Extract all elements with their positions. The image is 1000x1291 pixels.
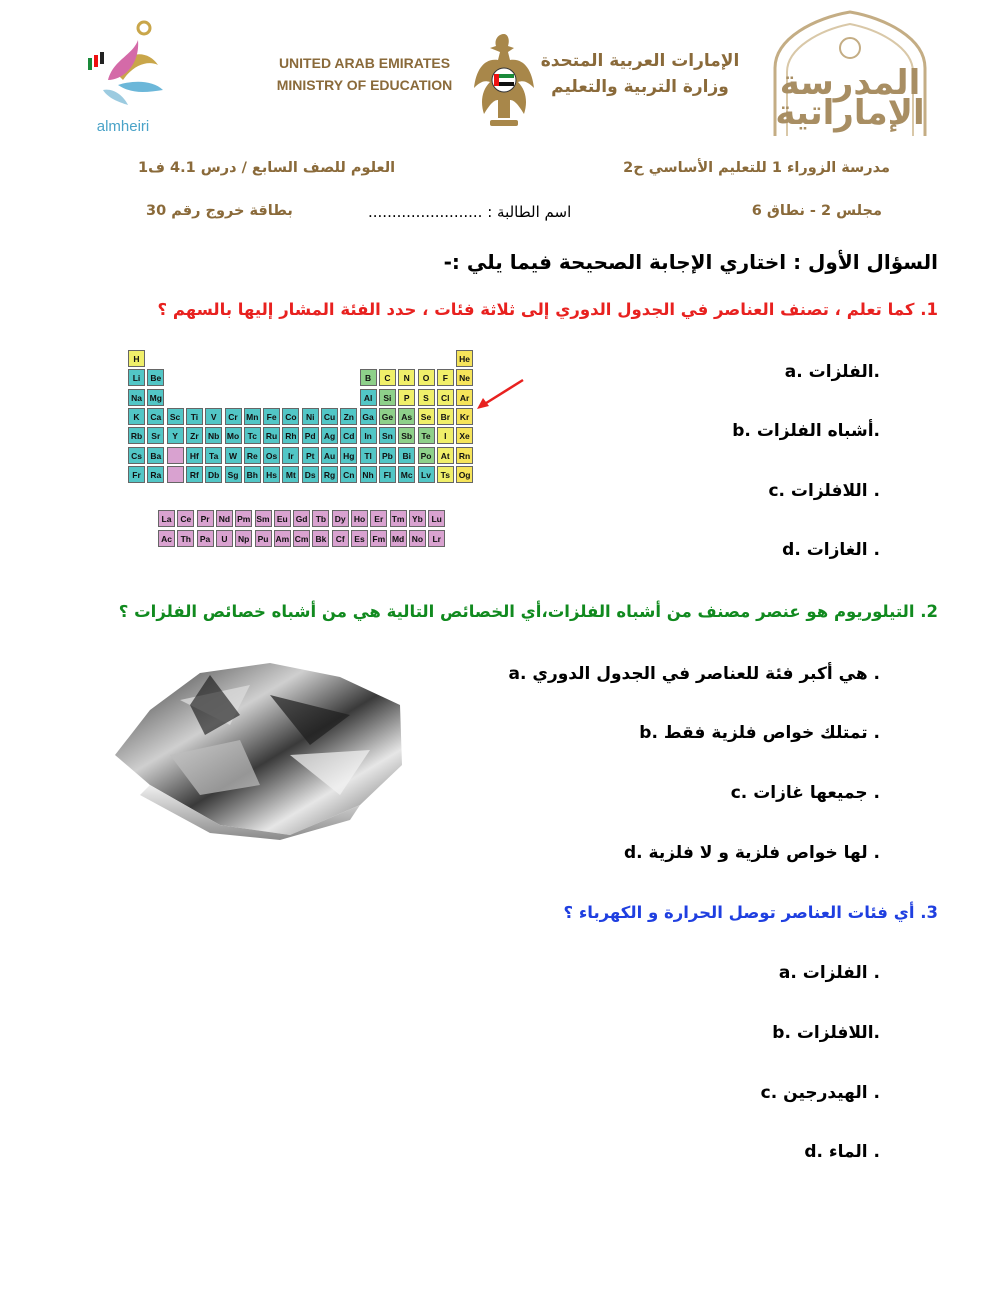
element-cell-zr: Zr — [186, 427, 203, 444]
option-text: تمتلك خواص فلزية فقط . — [663, 723, 880, 743]
element-cell-ag: Ag — [321, 427, 338, 444]
element-cell-u: U — [216, 530, 233, 547]
element-cell-ni: Ni — [302, 408, 319, 425]
q3-option-b[interactable] — [772, 1023, 880, 1043]
element-cell-w: W — [225, 447, 242, 464]
element-cell-rf: Rf — [186, 466, 203, 483]
element-cell-eu: Eu — [274, 510, 291, 527]
option-letter: d. — [804, 1142, 823, 1162]
ministry-english — [262, 52, 467, 96]
falcon-emblem-icon — [470, 30, 538, 130]
question-2-text: التيلوريوم هو عنصر مصنف من أشباه الفلزات،أي الخصائص التالية هي من أشباه خصائص الفلزات ؟ — [118, 602, 915, 621]
element-cell-fe: Fe — [263, 408, 280, 425]
element-cell-pm: Pm — [235, 510, 252, 527]
question-3-number: 3. — [920, 903, 938, 922]
element-cell-ne: Ne — [456, 369, 473, 386]
element-cell-be: Be — [147, 369, 164, 386]
element-cell-f: F — [437, 369, 454, 386]
council-zone: مجلس 2 - نطاق 6 — [751, 203, 882, 219]
option-text: الفلزات . — [802, 963, 880, 983]
element-cell-fl: Fl — [379, 466, 396, 483]
element-cell-tl: Tl — [360, 447, 377, 464]
element-cell-sm: Sm — [255, 510, 272, 527]
element-cell-se: Se — [418, 408, 435, 425]
element-cell-tm: Tm — [390, 510, 407, 527]
question-1-number: 1. — [920, 300, 938, 319]
option-letter: c. — [730, 783, 748, 803]
element-cell-i: I — [437, 427, 454, 444]
element-cell-ge: Ge — [379, 408, 396, 425]
element-cell-p: P — [398, 389, 415, 406]
element-cell-au: Au — [321, 447, 338, 464]
ministry-en-line1: UNITED ARAB EMIRATES — [278, 55, 451, 71]
almheiri-logo-graphic — [78, 10, 168, 118]
element-cell-ar: Ar — [456, 389, 473, 406]
element-cell-og: Og — [456, 466, 473, 483]
element-cell-ta: Ta — [205, 447, 222, 464]
option-letter: a. — [784, 362, 803, 382]
element-cell-ce: Ce — [177, 510, 194, 527]
school-name: مدرسة الزوراء 1 للتعليم الأساسي ح2 — [623, 160, 890, 176]
element-cell-sb: Sb — [398, 427, 415, 444]
subject-lesson: العلوم للصف السابع / درس 4.1 ف1 — [138, 160, 396, 176]
element-cell-ra: Ra — [147, 466, 164, 483]
element-cell-s: S — [418, 389, 435, 406]
element-cell-kr: Kr — [456, 408, 473, 425]
element-cell-dy: Dy — [332, 510, 349, 527]
element-cell-sn: Sn — [379, 427, 396, 444]
question-3-text: أي فئات العناصر توصل الحرارة و الكهرباء ؟ — [563, 903, 915, 922]
element-cell-cd: Cd — [340, 427, 357, 444]
element-cell-ti: Ti — [186, 408, 203, 425]
tellurium-crystal-picture — [110, 655, 410, 840]
element-cell-n: N — [398, 369, 415, 386]
element-cell-th: Th — [177, 530, 194, 547]
element-cell-tc: Tc — [244, 427, 261, 444]
element-cell-nb: Nb — [205, 427, 222, 444]
element-cell-cn: Cn — [340, 466, 357, 483]
element-cell-cr: Cr — [225, 408, 242, 425]
element-cell-am: Am — [274, 530, 291, 547]
element-cell-fr: Fr — [128, 466, 145, 483]
element-cell-c: C — [379, 369, 396, 386]
option-text: اللافلزات . — [790, 481, 880, 501]
element-cell-ru: Ru — [263, 427, 280, 444]
q1-option-b[interactable] — [732, 421, 880, 441]
school-logo-line2: الإماراتية — [775, 93, 925, 133]
element-cell-pa: Pa — [197, 530, 214, 547]
element-cell-bk: Bk — [312, 530, 329, 547]
element-cell-ba: Ba — [147, 447, 164, 464]
red-arrow-icon — [473, 370, 553, 420]
element-cell-pt: Pt — [302, 447, 319, 464]
school-logo-text — [765, 63, 935, 133]
element-cell-ga: Ga — [360, 408, 377, 425]
element-cell-gd: Gd — [293, 510, 310, 527]
element-cell-db: Db — [205, 466, 222, 483]
element-cell-xe: Xe — [456, 427, 473, 444]
element-cell-es: Es — [351, 530, 368, 547]
element-cell-cl: Cl — [437, 389, 454, 406]
q3-option-d[interactable] — [804, 1142, 880, 1162]
element-cell-mn: Mn — [244, 408, 261, 425]
element-cell-hf: Hf — [186, 447, 203, 464]
element-cell-os: Os — [263, 447, 280, 464]
element-cell-bh: Bh — [244, 466, 261, 483]
element-cell-pu: Pu — [255, 530, 272, 547]
element-cell-as: As — [398, 408, 415, 425]
element-cell-hs: Hs — [263, 466, 280, 483]
question-1-text: كما تعلم ، تصنف العناصر في الجدول الدوري إلى ثلاثة فئات ، حدد الفئة المشار إليها بالسهم ؟ — [157, 300, 915, 319]
option-letter: c. — [760, 1083, 778, 1103]
element-cell-al: Al — [360, 389, 377, 406]
option-letter: b. — [732, 421, 751, 441]
option-letter: b. — [772, 1023, 791, 1043]
uae-emblem — [470, 30, 538, 130]
element-cell-er: Er — [370, 510, 387, 527]
element-cell-ca: Ca — [147, 408, 164, 425]
element-cell-cs: Cs — [128, 447, 145, 464]
q1-option-c[interactable] — [768, 481, 880, 501]
option-text: اللافلزات. — [796, 1023, 880, 1043]
element-cell-po: Po — [418, 447, 435, 464]
element-cell-b: B — [360, 369, 377, 386]
element-cell-mc: Mc — [398, 466, 415, 483]
student-name-field[interactable]: اسم الطالبة : ........................ — [368, 203, 572, 221]
almheiri-label: almheiri — [96, 118, 150, 135]
exit-card-number: بطاقة خروج رقم 30 — [146, 203, 293, 219]
element-cell-nd: Nd — [216, 510, 233, 527]
ministry-arabic — [540, 48, 740, 100]
option-letter: d. — [782, 540, 801, 560]
element-cell-mg: Mg — [147, 389, 164, 406]
ministry-ar-line1: الإمارات العربية المتحدة — [540, 51, 740, 71]
q3-option-a[interactable] — [779, 963, 880, 983]
section-title: السؤال الأول : اختاري الإجابة الصحيحة فيما يلي :- — [443, 250, 938, 274]
almheiri-logo — [78, 10, 168, 118]
element-cell-no: No — [409, 530, 426, 547]
question-2 — [119, 602, 938, 621]
element-cell-fm: Fm — [370, 530, 387, 547]
element-cell-lu: Lu — [428, 510, 445, 527]
q2-option-a[interactable] — [509, 664, 881, 684]
school-logo-line1: المدرسة — [779, 63, 921, 103]
element-cell-md: Md — [390, 530, 407, 547]
element-cell-o: O — [418, 369, 435, 386]
option-letter: a. — [508, 664, 527, 684]
element-cell-zn: Zn — [340, 408, 357, 425]
q2-option-c[interactable] — [731, 783, 880, 803]
element-cell-bi: Bi — [398, 447, 415, 464]
element-cell-mo: Mo — [225, 427, 242, 444]
element-cell-cu: Cu — [321, 408, 338, 425]
option-text: جميعها غازات . — [753, 783, 880, 803]
element-cell-tb: Tb — [312, 510, 329, 527]
element-cell-rb: Rb — [128, 427, 145, 444]
element-cell-la: La — [158, 510, 175, 527]
option-text: هي أكبر فئة للعناصر في الجدول الدوري . — [532, 664, 880, 684]
element-cell-te: Te — [418, 427, 435, 444]
arrow-shaft — [483, 380, 523, 405]
element-cell-re: Re — [244, 447, 261, 464]
element-cell-ho: Ho — [351, 510, 368, 527]
element-cell-y: Y — [167, 427, 184, 444]
q1-option-d[interactable] — [782, 540, 880, 560]
element-cell-pr: Pr — [197, 510, 214, 527]
element-cell-h: H — [128, 350, 145, 367]
option-text: الهيدرجين . — [783, 1083, 880, 1103]
element-cell-cf: Cf — [332, 530, 349, 547]
element-cell-yb: Yb — [409, 510, 426, 527]
q1-option-a[interactable] — [785, 362, 880, 382]
element-cell-fblock — [167, 466, 184, 483]
element-cell-sc: Sc — [167, 408, 184, 425]
q3-option-c[interactable] — [761, 1083, 880, 1103]
option-text: الماء . — [828, 1142, 880, 1162]
tellurium-image — [110, 655, 410, 840]
element-cell-rh: Rh — [282, 427, 299, 444]
element-cell-rn: Rn — [456, 447, 473, 464]
option-text: أشباه الفلزات. — [756, 421, 880, 441]
periodic-table-image — [128, 350, 548, 550]
element-cell-br: Br — [437, 408, 454, 425]
option-letter: c. — [768, 481, 785, 501]
element-cell-pd: Pd — [302, 427, 319, 444]
element-cell-nh: Nh — [360, 466, 377, 483]
element-cell-sr: Sr — [147, 427, 164, 444]
element-cell-rg: Rg — [321, 466, 338, 483]
element-cell-na: Na — [128, 389, 145, 406]
q2-option-d[interactable] — [624, 843, 880, 863]
element-cell-np: Np — [235, 530, 252, 547]
ministry-en-line2: MINISTRY OF EDUCATION — [276, 77, 453, 93]
question-3 — [564, 903, 939, 922]
element-cell-lr: Lr — [428, 530, 445, 547]
option-text: الغازات . — [806, 540, 880, 560]
option-letter: d. — [623, 843, 643, 863]
element-cell-ac: Ac — [158, 530, 175, 547]
ministry-ar-line2: وزارة التربية والتعليم — [551, 77, 729, 97]
option-text: لها خواص فلزية و لا فلزية . — [648, 843, 880, 863]
element-cell-ir: Ir — [282, 447, 299, 464]
element-cell-ds: Ds — [302, 466, 319, 483]
option-text: الفلزات. — [808, 362, 880, 382]
element-cell-in: In — [360, 427, 377, 444]
element-cell-lv: Lv — [418, 466, 435, 483]
question-2-number: 2. — [920, 602, 938, 621]
element-cell-cm: Cm — [293, 530, 310, 547]
option-letter: a. — [778, 963, 797, 983]
q2-option-b[interactable] — [639, 723, 880, 743]
element-cell-v: V — [205, 408, 222, 425]
element-cell-ts: Ts — [437, 466, 454, 483]
element-cell-co: Co — [282, 408, 299, 425]
element-cell-si: Si — [379, 389, 396, 406]
element-cell-fblock — [167, 447, 184, 464]
element-cell-li: Li — [128, 369, 145, 386]
element-cell-he: He — [456, 350, 473, 367]
element-cell-hg: Hg — [340, 447, 357, 464]
element-cell-k: K — [128, 408, 145, 425]
element-cell-sg: Sg — [225, 466, 242, 483]
element-cell-pb: Pb — [379, 447, 396, 464]
question-1 — [158, 300, 939, 319]
element-cell-at: At — [437, 447, 454, 464]
element-cell-mt: Mt — [282, 466, 299, 483]
option-letter: b. — [639, 723, 658, 743]
